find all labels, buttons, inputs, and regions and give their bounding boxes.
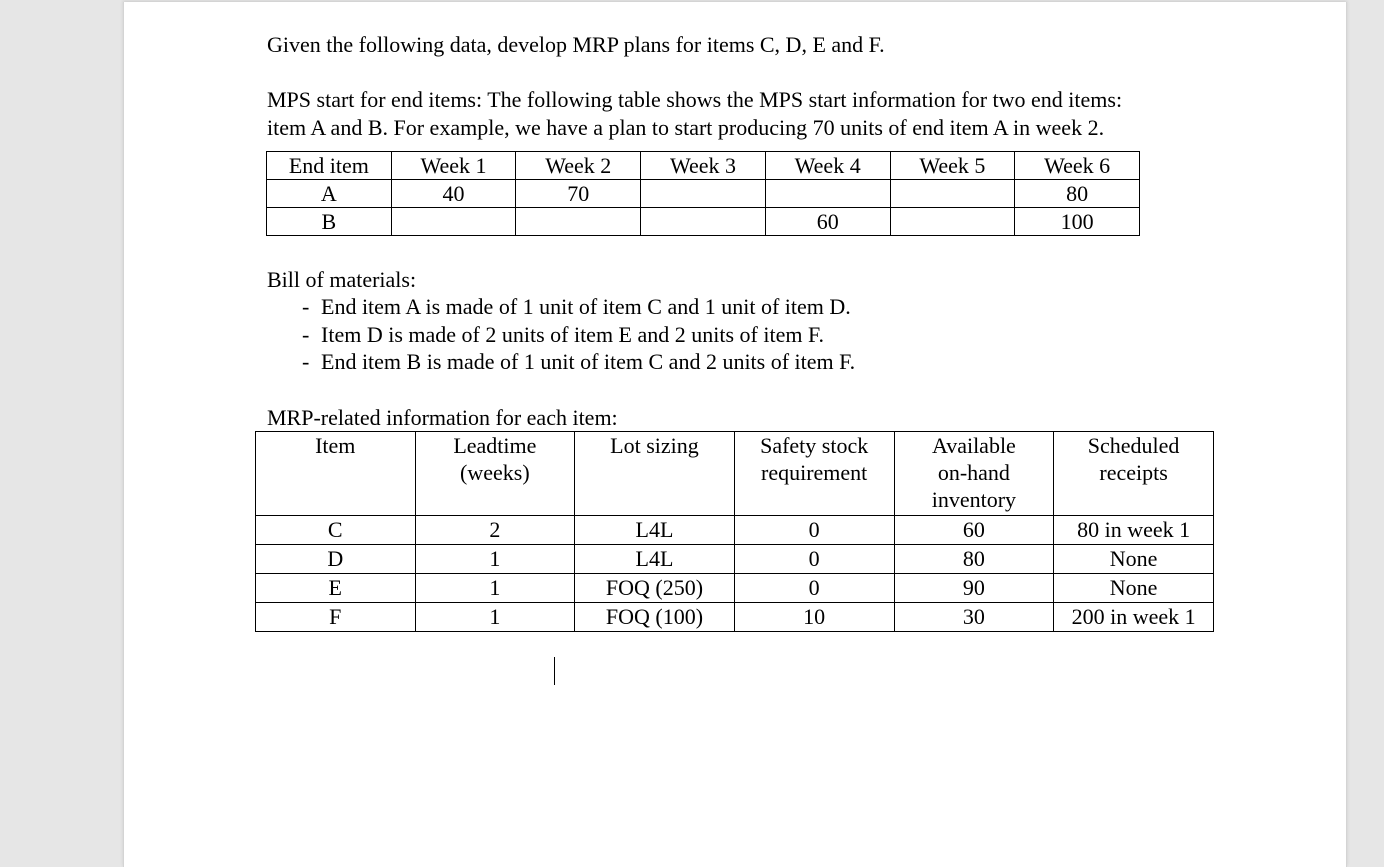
bom-item-text: End item A is made of 1 unit of item C and 1 unit of item D. bbox=[321, 294, 851, 319]
mrp-header-cell-safety-stock bbox=[734, 432, 894, 516]
mrp-cell: 0 bbox=[734, 516, 894, 545]
mrp-header-row bbox=[256, 432, 1214, 516]
mps-header-cell: Week 5 bbox=[890, 152, 1015, 180]
bom-item-text: End item B is made of 1 unit of item C and 2 units of item F. bbox=[321, 349, 856, 374]
mps-header-row bbox=[267, 152, 1140, 180]
mps-cell bbox=[765, 180, 890, 208]
mps-row-a bbox=[267, 180, 1140, 208]
mps-intro-line-1: MPS start for end items: The following table shows the MPS start information for two end items: bbox=[267, 87, 1123, 112]
mrp-cell: 0 bbox=[734, 574, 894, 603]
bullet-dash: - bbox=[302, 321, 310, 347]
mrp-cell: L4L bbox=[575, 545, 735, 574]
mrp-cell: None bbox=[1054, 545, 1214, 574]
mps-cell: 70 bbox=[516, 180, 641, 208]
mrp-heading: MRP-related information for each item: bbox=[267, 405, 618, 430]
mrp-header-line: Scheduled bbox=[1087, 433, 1180, 458]
mrp-cell: 10 bbox=[734, 603, 894, 632]
mrp-cell: L4L bbox=[575, 516, 735, 545]
mps-header-cell: Week 2 bbox=[516, 152, 641, 180]
mps-cell: 40 bbox=[391, 180, 516, 208]
bom-list-item bbox=[302, 293, 855, 321]
mps-cell: 80 bbox=[1015, 180, 1140, 208]
mrp-header-line: receipts bbox=[1099, 460, 1168, 485]
mrp-cell: D bbox=[256, 545, 416, 574]
mrp-header-cell-inventory bbox=[894, 432, 1054, 516]
mps-header-cell: End item bbox=[267, 152, 392, 180]
mrp-cell: 0 bbox=[734, 545, 894, 574]
mrp-cell: 90 bbox=[894, 574, 1054, 603]
mps-cell bbox=[391, 208, 516, 236]
mps-cell: A bbox=[267, 180, 392, 208]
mrp-header-line: inventory bbox=[931, 487, 1017, 512]
mps-header-cell: Week 3 bbox=[641, 152, 766, 180]
mrp-header-line: on-hand bbox=[937, 460, 1010, 485]
mps-cell bbox=[641, 180, 766, 208]
intro-paragraph: Given the following data, develop MRP plans for items C, D, E and F. bbox=[267, 32, 885, 57]
mrp-cell: F bbox=[256, 603, 416, 632]
mps-table bbox=[266, 151, 1140, 236]
mrp-cell: FOQ (100) bbox=[575, 603, 735, 632]
mrp-header-line: Item bbox=[315, 433, 356, 458]
mrp-cell: 80 bbox=[894, 545, 1054, 574]
mrp-cell: 30 bbox=[894, 603, 1054, 632]
bullet-dash: - bbox=[302, 294, 310, 319]
mrp-header-cell-item bbox=[256, 432, 416, 516]
mps-intro-line-2: item A and B. For example, we have a plan to start producing 70 units of end item A in week 2. bbox=[267, 115, 1105, 140]
mps-cell: 60 bbox=[765, 208, 890, 236]
bom-list-item bbox=[302, 348, 855, 376]
mrp-header-cell-receipts bbox=[1054, 432, 1214, 516]
mps-header-cell: Week 1 bbox=[391, 152, 516, 180]
mps-row-b bbox=[267, 208, 1140, 236]
mrp-cell: C bbox=[256, 516, 416, 545]
mps-cell: B bbox=[267, 208, 392, 236]
mrp-header-line: Available bbox=[931, 433, 1016, 458]
mrp-cell: FOQ (250) bbox=[575, 574, 735, 603]
mrp-cell: 1 bbox=[415, 574, 575, 603]
mrp-cell: None bbox=[1054, 574, 1214, 603]
mrp-row-f bbox=[256, 603, 1214, 632]
text-cursor bbox=[554, 657, 555, 685]
bom-heading: Bill of materials: bbox=[267, 267, 417, 292]
mrp-cell: 60 bbox=[894, 516, 1054, 545]
mrp-cell: 200 in week 1 bbox=[1054, 603, 1214, 632]
mrp-cell: 2 bbox=[415, 516, 575, 545]
mps-cell bbox=[516, 208, 641, 236]
bom-list-item bbox=[302, 321, 855, 349]
mrp-header-cell-lot-sizing bbox=[575, 432, 735, 516]
mrp-cell: 1 bbox=[415, 545, 575, 574]
bullet-dash: - bbox=[302, 349, 310, 374]
mrp-header-line: Safety stock bbox=[760, 433, 869, 458]
mrp-cell: 1 bbox=[415, 603, 575, 632]
mrp-row-d bbox=[256, 545, 1214, 574]
mrp-row-e bbox=[256, 574, 1214, 603]
mrp-cell: E bbox=[256, 574, 416, 603]
mrp-header-line: requirement bbox=[761, 460, 868, 485]
mps-cell bbox=[641, 208, 766, 236]
bom-list bbox=[302, 293, 855, 376]
mps-header-cell: Week 6 bbox=[1015, 152, 1140, 180]
mrp-table bbox=[255, 431, 1214, 632]
mrp-header-cell-leadtime bbox=[415, 432, 575, 516]
mps-header-cell: Week 4 bbox=[765, 152, 890, 180]
mrp-header-line: Lot sizing bbox=[610, 433, 699, 458]
mrp-row-c bbox=[256, 516, 1214, 545]
mps-cell: 100 bbox=[1015, 208, 1140, 236]
document-page[interactable] bbox=[123, 2, 1347, 867]
mrp-header-line: (weeks) bbox=[460, 460, 530, 485]
mrp-header-line: Leadtime bbox=[453, 433, 537, 458]
mps-intro-paragraph bbox=[267, 86, 1122, 142]
bom-item-text: Item D is made of 2 units of item E and 2 units of item F. bbox=[321, 321, 824, 347]
mps-cell bbox=[890, 208, 1015, 236]
mps-cell bbox=[890, 180, 1015, 208]
mrp-cell: 80 in week 1 bbox=[1054, 516, 1214, 545]
